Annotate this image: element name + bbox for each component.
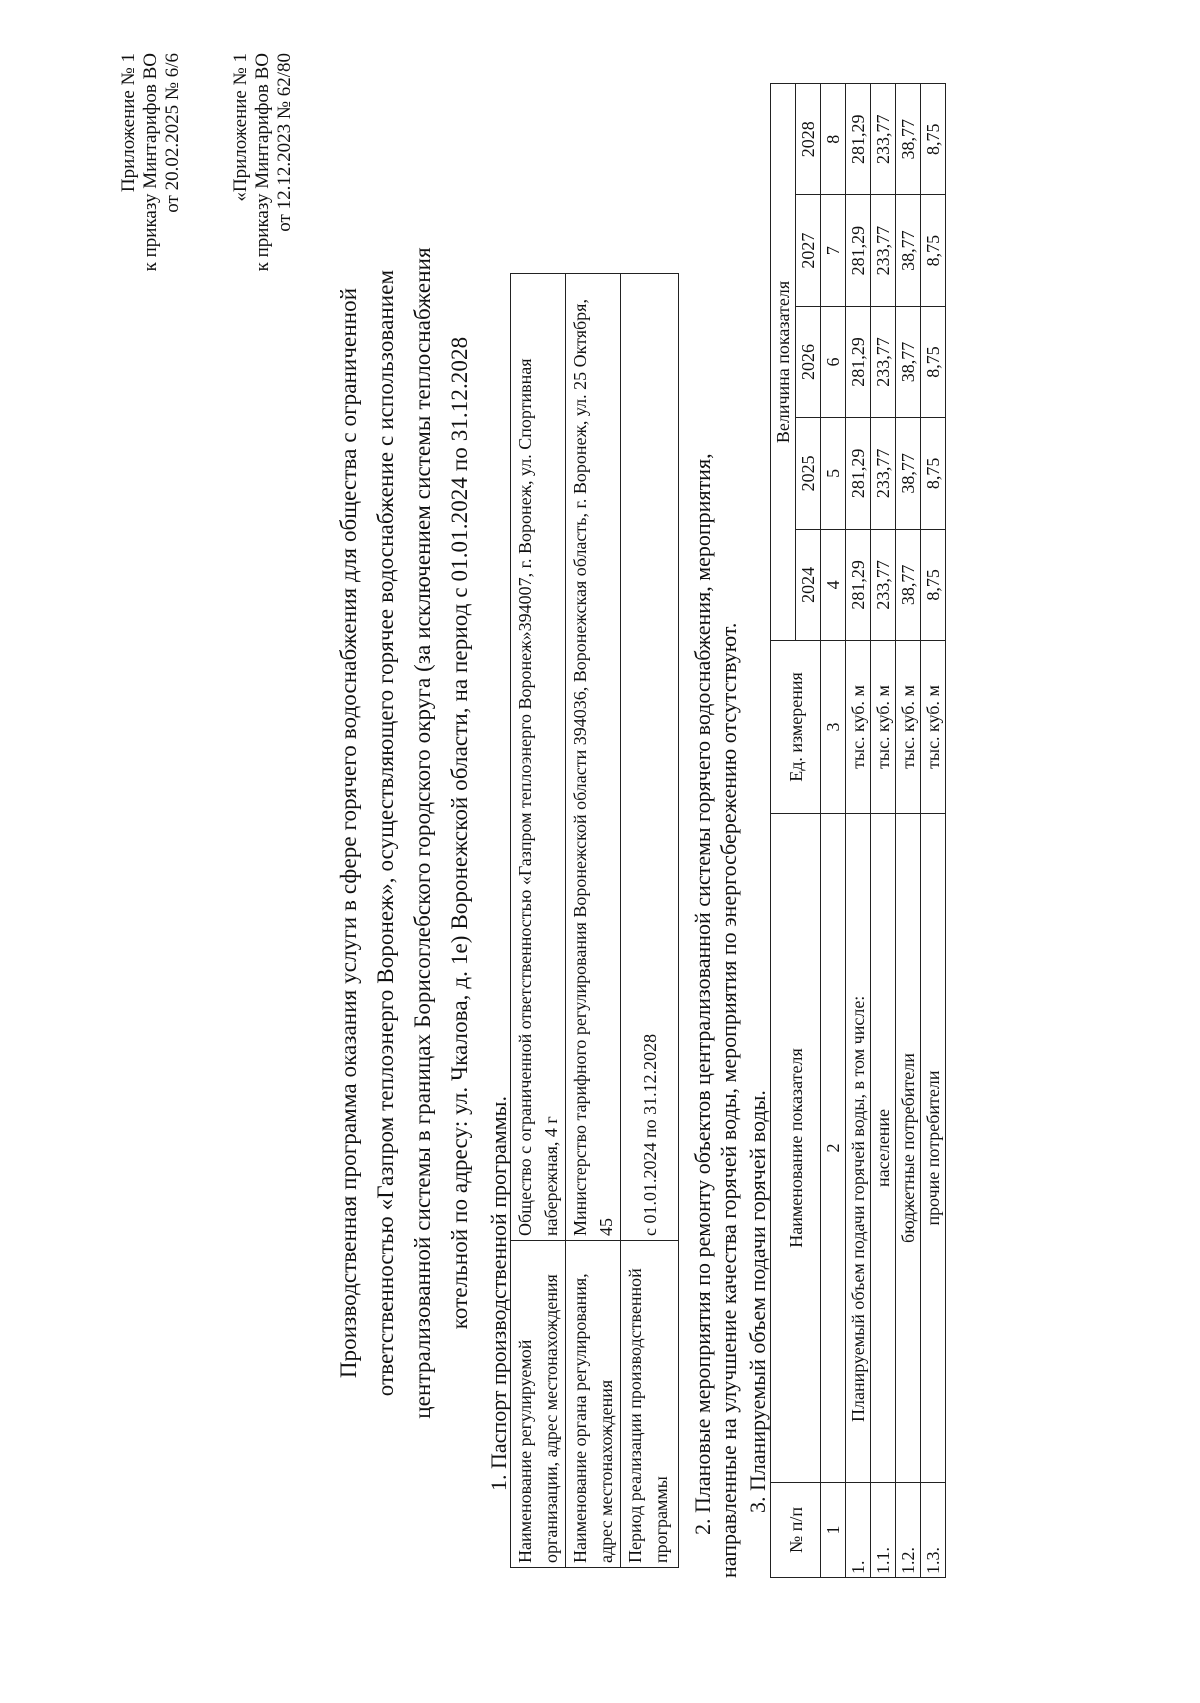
row-unit: тыс. куб. м	[846, 641, 871, 814]
row-unit: тыс. куб. м	[896, 641, 921, 814]
passport-label: Наименование органа регулирования, адрес местонахождения	[566, 1241, 621, 1568]
row-unit: тыс. куб. м	[921, 641, 946, 814]
section2-line2: направленные на улучшение качества горячей воды, мероприятия по энергосбережению отсутствуют.	[716, 622, 741, 1578]
year-cell: 2027	[796, 195, 821, 306]
row-value: 8,75	[921, 195, 946, 306]
row-value: 8,75	[921, 418, 946, 529]
title-line4: котельной по адресу: ул. Чкалова, д. 1е) Воронежской области, на период с 01.01.2024 по 31.12.2028	[447, 336, 472, 1330]
row-value: 38,77	[896, 195, 921, 306]
index-cell: 8	[821, 84, 846, 195]
volume-row-population	[871, 84, 896, 1578]
volume-table	[770, 83, 946, 1578]
index-cell: 3	[821, 641, 846, 814]
row-value: 233,77	[871, 84, 896, 195]
index-cell: 1	[821, 1483, 846, 1578]
header2-line1: «Приложение № 1	[230, 53, 251, 202]
passport-row-regulator	[566, 274, 621, 1568]
passport-label: Наименование регулируемой организации, адрес местонахождения	[511, 1241, 566, 1568]
passport-value: Общество с ограниченной ответственностью «Газпром теплоэнерго Воронеж»394007, г. Воронеж, ул. Спортивная набережная, 4 г	[511, 274, 566, 1241]
section1-heading: 1. Паспорт производственной программы.	[486, 1096, 511, 1491]
row-value: 8,75	[921, 306, 946, 417]
volume-index-row	[821, 84, 846, 1578]
volume-header-row	[771, 84, 796, 1578]
row-value: 38,77	[896, 306, 921, 417]
document-title	[330, 163, 478, 1503]
row-number: 1.1.	[871, 1483, 896, 1578]
row-value: 233,77	[871, 418, 896, 529]
passport-row-organization	[511, 274, 566, 1568]
title-line3: централизованной системы в границах Борисоглебского городского округа (за исключением системы теплоснабжения	[410, 247, 435, 1419]
section2-text	[690, 0, 742, 1703]
row-name: бюджетные потребители	[896, 814, 921, 1483]
volume-row-budget	[896, 84, 921, 1578]
passport-table	[510, 273, 679, 1568]
index-cell: 4	[821, 529, 846, 640]
row-value: 281,29	[846, 529, 871, 640]
col-name-header: Наименование показателя	[771, 814, 821, 1483]
volume-row-other	[921, 84, 946, 1578]
index-cell: 7	[821, 195, 846, 306]
row-value: 38,77	[896, 529, 921, 640]
title-line1: Производственная программа оказания услуги в сфере горячего водоснабжения для общества с ограниченной	[336, 287, 361, 1379]
passport-row-period	[621, 274, 679, 1568]
passport-label: Период реализации производственной программы	[621, 1241, 679, 1568]
header-appendix-previous	[230, 53, 296, 423]
row-name: население	[871, 814, 896, 1483]
row-number: 1.3.	[921, 1483, 946, 1578]
row-value: 38,77	[896, 418, 921, 529]
row-value: 233,77	[871, 195, 896, 306]
header1-line3: от 20.02.2025 № 6/6	[162, 53, 183, 213]
year-cell: 2024	[796, 529, 821, 640]
year-cell: 2026	[796, 306, 821, 417]
row-number: 1.	[846, 1483, 871, 1578]
year-cell: 2028	[796, 84, 821, 195]
header1-line2: к приказу Минтарифов ВО	[140, 53, 161, 272]
row-value: 281,29	[846, 306, 871, 417]
header2-line3: от 12.12.2023 № 62/80	[274, 53, 295, 232]
col-value-header: Величина показателя	[771, 84, 796, 641]
section3-heading: 3. Планируемый объем подачи горячей воды.	[745, 1090, 770, 1513]
row-value: 281,29	[846, 84, 871, 195]
row-number: 1.2.	[896, 1483, 921, 1578]
index-cell: 5	[821, 418, 846, 529]
row-value: 281,29	[846, 195, 871, 306]
header2-line2: к приказу Минтарифов ВО	[252, 53, 273, 272]
passport-value: Министерство тарифного регулирования Воронежской области 394036, Воронежская область, г. Воронеж, ул. 25 Октября, 45	[566, 274, 621, 1241]
index-cell: 6	[821, 306, 846, 417]
row-value: 38,77	[896, 84, 921, 195]
title-line2: ответственностью «Газпром теплоэнерго Воронеж», осуществляющего горячее водоснабжение с использованием	[373, 269, 398, 1397]
year-cell: 2025	[796, 418, 821, 529]
index-cell: 2	[821, 814, 846, 1483]
header1-line1: Приложение № 1	[118, 53, 139, 193]
col-unit-header: Ед. измерения	[771, 641, 821, 814]
volume-row-total	[846, 84, 871, 1578]
row-name: Планируемый объем подачи горячей воды, в том числе:	[846, 814, 871, 1483]
passport-value: с 01.01.2024 по 31.12.2028	[621, 274, 679, 1241]
header-appendix-current	[118, 53, 184, 423]
row-unit: тыс. куб. м	[871, 641, 896, 814]
row-value: 281,29	[846, 418, 871, 529]
row-value: 8,75	[921, 529, 946, 640]
col-number-header: № п/п	[771, 1483, 821, 1578]
row-name: прочие потребители	[921, 814, 946, 1483]
section2-line1: 2. Плановые мероприятия по ремонту объектов централизованной системы горячего водоснабжения, мероприятия,	[690, 453, 715, 1535]
row-value: 233,77	[871, 306, 896, 417]
row-value: 233,77	[871, 529, 896, 640]
row-value: 8,75	[921, 84, 946, 195]
